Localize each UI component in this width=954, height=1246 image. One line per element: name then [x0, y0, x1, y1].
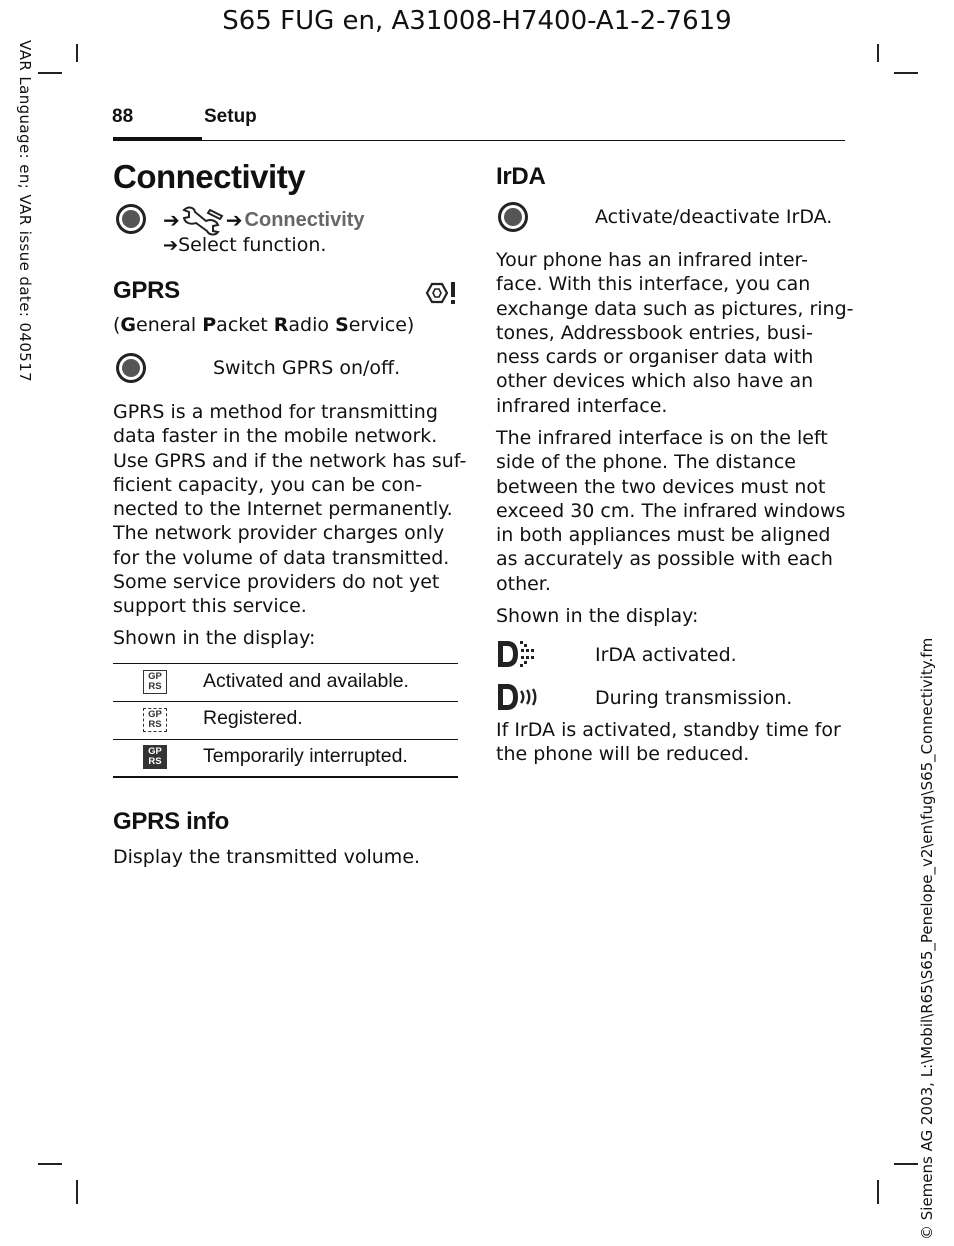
- word-rest: eneral: [136, 314, 203, 336]
- icon-text: RS: [148, 719, 162, 730]
- initial-letter: S: [335, 314, 349, 336]
- gprs-description: [113, 400, 466, 619]
- initial-letter: G: [120, 314, 137, 336]
- text-line: support this service.: [113, 595, 307, 618]
- arrow-icon: ➔: [225, 208, 243, 232]
- header-rule: [113, 140, 845, 141]
- text-line: face. With this interface, you can: [496, 273, 811, 296]
- text-line: Some service providers do not yet: [113, 571, 440, 594]
- margin-language-label: VAR Language: en; VAR issue date: 040517: [16, 40, 34, 383]
- document-header: S65 FUG en, A31008-H7400-A1-2-7619: [222, 6, 732, 36]
- setup-wrench-icon: [180, 204, 226, 236]
- menu-path-item: Connectivity: [244, 208, 365, 231]
- text-line: GPRS is a method for transmitting: [113, 401, 438, 423]
- table-rule: [113, 701, 458, 702]
- crop-mark: [894, 72, 918, 74]
- table-row-label: Activated and available.: [203, 670, 409, 692]
- irda-activated-icon: [496, 638, 538, 670]
- gprs-info-heading: GPRS info: [113, 808, 229, 835]
- table-rule: [113, 663, 458, 664]
- gprs-action: Switch GPRS on/off.: [213, 357, 401, 379]
- text-line: If IrDA is activated, standby time for: [496, 719, 841, 741]
- word-rest: acket: [216, 314, 274, 336]
- initial-letter: P: [202, 314, 217, 336]
- text-line: the phone will be reduced.: [496, 743, 750, 766]
- margin-file-path: © Siemens AG 2003, L:\Mobil\R65\S65_Penelope_v2\en\fug\S65_Connectivity.fm: [918, 637, 936, 1240]
- nav-button-icon: [116, 204, 146, 234]
- table-rule: [113, 739, 458, 740]
- text-line: side of the phone. The distance: [496, 451, 796, 474]
- irda-location-text: [496, 426, 845, 596]
- irda-shown-label: Shown in the display:: [496, 605, 699, 627]
- table-row-label: Registered.: [203, 707, 303, 729]
- word-rest: ervice): [348, 314, 415, 336]
- gprs-heading: GPRS: [113, 277, 180, 304]
- text-line: data faster in the mobile network.: [113, 425, 438, 448]
- text-line: other devices which also have an: [496, 370, 814, 393]
- table-rule: [113, 776, 458, 778]
- irda-standby-note: [496, 718, 841, 767]
- section-name: Setup: [204, 106, 257, 127]
- text-line: between the two devices must not: [496, 475, 826, 498]
- arrow-icon: ➔: [163, 235, 179, 256]
- word-rest: adio: [288, 314, 336, 336]
- gprs-info-description: Display the transmitted volume.: [113, 846, 421, 868]
- nav-button-icon: [116, 353, 146, 383]
- text-line: nected to the Internet permanently.: [113, 498, 453, 521]
- text-line: The infrared interface is on the left: [496, 427, 828, 449]
- text-line: ness cards or organiser data with: [496, 346, 814, 369]
- irda-heading: IrDA: [496, 163, 546, 190]
- crop-mark: [38, 1163, 62, 1165]
- menu-path-instruction: [163, 233, 326, 258]
- gprs-interrupted-icon: [143, 745, 167, 769]
- irda-action: Activate/deactivate IrDA.: [595, 206, 833, 228]
- gprs-registered-icon: [143, 708, 167, 732]
- text-line: other.: [496, 572, 551, 595]
- initial-letter: R: [273, 314, 289, 336]
- gprs-shown-label: Shown in the display:: [113, 627, 316, 649]
- irda-description: [496, 248, 854, 418]
- crop-mark: [877, 1180, 879, 1204]
- gprs-available-icon: [143, 670, 167, 694]
- text-line: ficient capacity, you can be con-: [113, 473, 423, 496]
- icon-text: GP: [148, 709, 162, 720]
- arrow-icon: ➔: [163, 208, 180, 232]
- text-line: exchange data such as pictures, ring-: [496, 297, 854, 320]
- crop-mark: [877, 44, 879, 62]
- nav-button-icon: [498, 202, 528, 232]
- instruction-text: Select function.: [178, 234, 327, 256]
- text-line: infrared interface.: [496, 394, 668, 417]
- paren-text: (: [113, 314, 121, 336]
- crop-mark: [38, 72, 62, 74]
- menu-path: [163, 204, 365, 236]
- irda-row-label: During transmission.: [595, 687, 793, 709]
- icon-text: GP: [148, 671, 162, 682]
- page-title: Connectivity: [113, 158, 306, 195]
- text-line: Your phone has an infrared inter-: [496, 249, 809, 271]
- crop-mark: [894, 1163, 918, 1165]
- text-line: as accurately as possible with each: [496, 548, 833, 571]
- icon-text: GP: [148, 746, 162, 757]
- crop-mark: [76, 44, 78, 62]
- text-line: Use GPRS and if the network has suf-: [113, 449, 467, 472]
- text-line: for the volume of data transmitted.: [113, 546, 450, 569]
- icon-text: RS: [148, 681, 162, 692]
- table-row-label: Temporarily interrupted.: [203, 745, 408, 767]
- crop-mark: [76, 1180, 78, 1204]
- text-line: exceed 30 cm. The infrared windows: [496, 499, 846, 522]
- icon-text: RS: [148, 756, 162, 767]
- gprs-expansion: [113, 313, 414, 337]
- irda-row-label: IrDA activated.: [595, 644, 737, 666]
- text-line: The network provider charges only: [113, 522, 445, 545]
- provider-dependent-icon: [424, 280, 458, 306]
- irda-transmitting-icon: [496, 681, 540, 713]
- text-line: tones, Addressbook entries, busi-: [496, 321, 813, 344]
- text-line: in both appliances must be aligned: [496, 524, 831, 547]
- page-number: 88: [112, 106, 134, 127]
